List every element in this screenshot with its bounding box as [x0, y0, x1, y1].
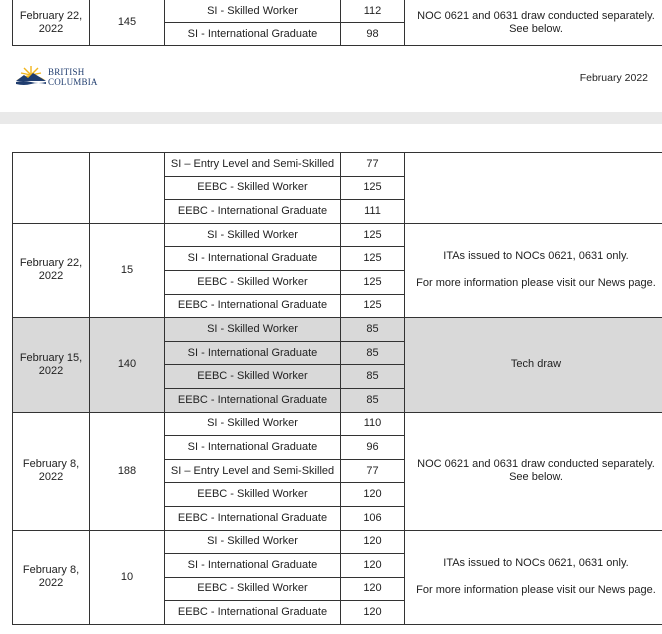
stream-name: SI - International Graduate — [165, 554, 341, 578]
stream-name: SI - International Graduate — [165, 247, 341, 271]
minimum-score: 120 — [341, 483, 405, 507]
table-row — [13, 223, 662, 247]
stream-name: EEBC - Skilled Worker — [165, 270, 341, 294]
table-row — [13, 412, 662, 436]
note-text: Tech draw — [510, 358, 562, 371]
draw-date — [13, 153, 90, 224]
minimum-score: 112 — [341, 0, 405, 23]
note-text: ITAs issued to NOCs 0621, 0631 only. — [443, 250, 629, 263]
stream-name: SI - Skilled Worker — [165, 530, 341, 554]
minimum-score: 125 — [341, 294, 405, 318]
stream-name: SI - International Graduate — [165, 23, 341, 46]
note-text: NOC 0621 and 0631 draw conducted separately. See below. — [417, 458, 655, 484]
stream-name: SI - Skilled Worker — [165, 0, 341, 23]
stream-name: SI – Entry Level and Semi-Skilled — [165, 153, 341, 177]
minimum-score: 120 — [341, 530, 405, 554]
table-row — [13, 318, 662, 342]
minimum-score: 98 — [341, 23, 405, 46]
stream-name: SI - International Graduate — [165, 436, 341, 460]
bc-sun-mountains-icon — [14, 64, 48, 86]
minimum-score: 110 — [341, 412, 405, 436]
minimum-score: 125 — [341, 247, 405, 271]
total-invitations: 145 — [90, 0, 165, 46]
draw-note — [405, 318, 662, 412]
minimum-score: 85 — [341, 388, 405, 412]
note-text: NOC 0621 and 0631 draw conducted separately. See below. — [417, 9, 655, 35]
stream-name: SI – Entry Level and Semi-Skilled — [165, 459, 341, 483]
table-row — [13, 0, 662, 23]
draw-note — [405, 530, 662, 624]
stream-name: EEBC - Skilled Worker — [165, 365, 341, 389]
total-invitations: 15 — [90, 223, 165, 317]
stream-name: SI - Skilled Worker — [165, 412, 341, 436]
minimum-score: 125 — [341, 223, 405, 247]
stream-name: SI - International Graduate — [165, 341, 341, 365]
total-invitations: 10 — [90, 530, 165, 624]
draw-table-page-2 — [12, 152, 662, 625]
draw-date: February 8, 2022 — [13, 530, 90, 624]
draw-note — [405, 0, 662, 46]
document-page-1 — [0, 0, 662, 112]
stream-name: EEBC - Skilled Worker — [165, 483, 341, 507]
draw-date: February 22, 2022 — [13, 0, 90, 46]
stream-name: EEBC - International Graduate — [165, 200, 341, 224]
minimum-score: 125 — [341, 270, 405, 294]
footer-date: February 2022 — [579, 72, 648, 84]
document-page-2 — [0, 124, 662, 634]
table-row — [13, 530, 662, 554]
draw-note — [405, 223, 662, 317]
stream-name: EEBC - Skilled Worker — [165, 577, 341, 601]
stream-name: SI - Skilled Worker — [165, 318, 341, 342]
total-invitations — [90, 153, 165, 224]
note-text: For more information please visit our News page. — [416, 584, 656, 597]
stream-name: EEBC - International Graduate — [165, 506, 341, 530]
total-invitations: 140 — [90, 318, 165, 412]
minimum-score: 77 — [341, 459, 405, 483]
minimum-score: 85 — [341, 365, 405, 389]
minimum-score: 111 — [341, 200, 405, 224]
draw-table-page-1 — [12, 0, 662, 46]
bc-logo — [14, 64, 98, 88]
total-invitations: 188 — [90, 412, 165, 530]
page-separator — [0, 112, 662, 124]
minimum-score: 85 — [341, 318, 405, 342]
note-text: ITAs issued to NOCs 0621, 0631 only. — [443, 557, 629, 570]
stream-name: EEBC - International Graduate — [165, 601, 341, 625]
stream-name: EEBC - Skilled Worker — [165, 176, 341, 200]
stream-name: SI - Skilled Worker — [165, 223, 341, 247]
draw-date: February 15, 2022 — [13, 318, 90, 412]
stream-name: EEBC - International Graduate — [165, 388, 341, 412]
minimum-score: 120 — [341, 554, 405, 578]
draw-date: February 22, 2022 — [13, 223, 90, 317]
minimum-score: 120 — [341, 601, 405, 625]
minimum-score: 85 — [341, 341, 405, 365]
draw-note — [405, 153, 662, 224]
stream-name: EEBC - International Graduate — [165, 294, 341, 318]
note-text: For more information please visit our News page. — [416, 277, 656, 290]
table-row — [13, 153, 662, 177]
logo-wordmark: BRITISH COLUMBIA — [48, 67, 98, 87]
minimum-score: 106 — [341, 506, 405, 530]
minimum-score: 125 — [341, 176, 405, 200]
draw-date: February 8, 2022 — [13, 412, 90, 530]
draw-note — [405, 412, 662, 530]
minimum-score: 120 — [341, 577, 405, 601]
minimum-score: 77 — [341, 153, 405, 177]
minimum-score: 96 — [341, 436, 405, 460]
